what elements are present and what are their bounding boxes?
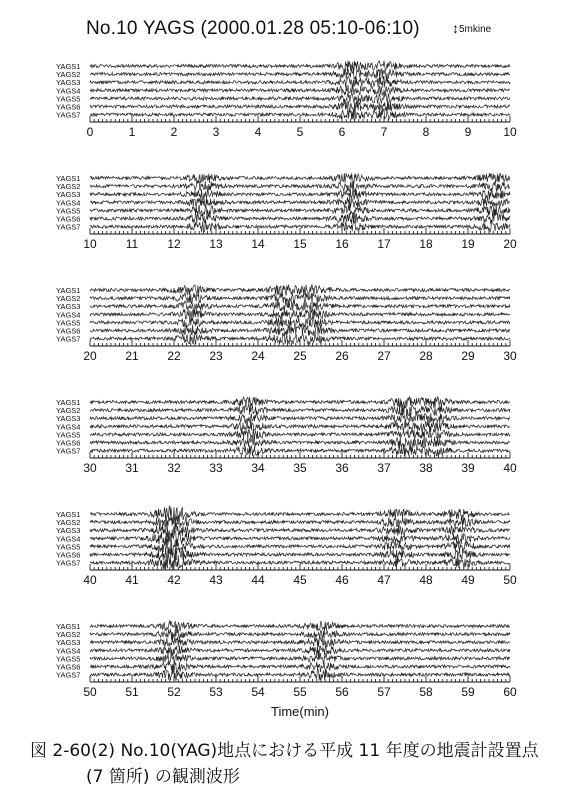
tick-label: 56 xyxy=(335,685,349,699)
tick-label: 17 xyxy=(377,237,391,251)
tick-label: 10 xyxy=(83,237,97,251)
channel-label: YAGS2 xyxy=(56,406,81,416)
x-axis-label: Time(min) xyxy=(270,704,330,719)
tick-label: 30 xyxy=(83,461,97,475)
tick-label: 1 xyxy=(128,125,136,139)
waveform-trace xyxy=(90,325,510,336)
tick-label: 0 xyxy=(86,125,94,139)
waveform-panel xyxy=(56,285,517,363)
tick-label: 14 xyxy=(251,237,265,251)
channel-label: YAGS4 xyxy=(56,198,81,208)
channel-label: YAGS4 xyxy=(56,422,81,432)
tick-label: 6 xyxy=(338,125,346,139)
waveform-trace xyxy=(90,429,510,439)
tick-label: 31 xyxy=(125,461,139,475)
channel-label: YAGS7 xyxy=(56,446,81,456)
waveform-panel xyxy=(56,60,517,139)
channel-label: YAGS5 xyxy=(56,206,81,216)
waveform-trace xyxy=(90,285,510,296)
tick-label: 24 xyxy=(251,349,265,363)
waveform-trace xyxy=(90,637,510,647)
tick-label: 32 xyxy=(167,461,181,475)
tick-label: 27 xyxy=(377,349,391,363)
waveform-panel xyxy=(56,397,517,475)
tick-label: 33 xyxy=(209,461,223,475)
tick-label: 51 xyxy=(125,685,139,699)
tick-label: 12 xyxy=(167,237,181,251)
tick-label: 16 xyxy=(335,237,349,251)
tick-label: 20 xyxy=(503,237,517,251)
channel-label: YAGS1 xyxy=(56,510,81,519)
channel-label: YAGS1 xyxy=(56,398,81,407)
waveform-trace xyxy=(90,173,510,183)
tick-label: 4 xyxy=(254,125,262,139)
waveform-panel xyxy=(56,621,517,699)
waveform-trace xyxy=(90,645,510,655)
tick-label: 52 xyxy=(167,685,181,699)
tick-label: 19 xyxy=(461,237,475,251)
waveform-trace xyxy=(90,317,510,328)
channel-label: YAGS3 xyxy=(56,302,81,312)
waveform-trace xyxy=(90,69,510,80)
waveform-trace xyxy=(90,181,510,192)
tick-label: 11 xyxy=(125,237,139,251)
tick-label: 34 xyxy=(251,461,265,475)
tick-label: 49 xyxy=(461,573,475,587)
channel-label: YAGS3 xyxy=(56,78,81,88)
tick-label: 25 xyxy=(293,349,307,363)
waveform-trace xyxy=(90,506,510,522)
tick-label: 8 xyxy=(422,125,430,139)
tick-label: 50 xyxy=(503,573,517,587)
tick-label: 50 xyxy=(83,685,97,699)
channel-label: YAGS7 xyxy=(56,670,81,680)
channel-label: YAGS2 xyxy=(56,518,81,528)
channel-label: YAGS3 xyxy=(56,414,81,424)
channel-label: YAGS7 xyxy=(56,222,81,232)
tick-label: 44 xyxy=(251,573,265,587)
tick-label: 46 xyxy=(335,573,349,587)
tick-label: 30 xyxy=(503,349,517,363)
channel-label: YAGS2 xyxy=(56,630,81,640)
tick-label: 38 xyxy=(419,461,433,475)
channel-label: YAGS5 xyxy=(56,542,81,552)
tick-label: 10 xyxy=(503,125,517,139)
tick-label: 9 xyxy=(464,125,472,139)
tick-label: 47 xyxy=(377,573,391,587)
channel-label: YAGS2 xyxy=(56,294,81,304)
channel-label: YAGS6 xyxy=(56,550,81,560)
waveform-trace xyxy=(90,397,510,408)
tick-label: 54 xyxy=(251,685,265,699)
caption-line-1: 図 2-60(2) No.10(YAG)地点における平成 11 年度の地震計設置点 xyxy=(30,741,539,761)
tick-label: 23 xyxy=(209,349,223,363)
caption-line-2: (7 箇所) の観測波形 xyxy=(86,767,240,787)
waveform-trace xyxy=(90,653,510,664)
waveform-trace xyxy=(90,662,510,672)
channel-label: YAGS5 xyxy=(56,430,81,440)
channel-label: YAGS3 xyxy=(56,190,81,200)
tick-label: 26 xyxy=(335,349,349,363)
channel-label: YAGS5 xyxy=(56,318,81,328)
channel-label: YAGS6 xyxy=(56,326,81,336)
tick-label: 39 xyxy=(461,461,475,475)
waveform-trace xyxy=(90,413,510,424)
tick-label: 40 xyxy=(83,573,97,587)
tick-label: 48 xyxy=(419,573,433,587)
channel-label: YAGS1 xyxy=(56,622,81,631)
tick-label: 22 xyxy=(167,349,181,363)
channel-label: YAGS6 xyxy=(56,438,81,448)
waveform-trace xyxy=(90,301,510,312)
tick-label: 60 xyxy=(503,685,517,699)
channel-label: YAGS6 xyxy=(56,214,81,224)
tick-label: 45 xyxy=(293,573,307,587)
tick-label: 40 xyxy=(503,461,517,475)
waveform-trace xyxy=(90,309,510,320)
channel-label: YAGS4 xyxy=(56,646,81,656)
waveform-trace xyxy=(90,293,510,304)
channel-label: YAGS1 xyxy=(56,286,81,295)
waveform-trace xyxy=(90,197,510,209)
channel-label: YAGS1 xyxy=(56,174,81,183)
waveform-trace xyxy=(90,189,510,199)
channel-label: YAGS2 xyxy=(56,70,81,80)
waveform-trace xyxy=(90,93,510,104)
waveform-trace xyxy=(90,76,510,87)
tick-label: 53 xyxy=(209,685,223,699)
waveform-trace xyxy=(90,437,510,448)
tick-label: 37 xyxy=(377,461,391,475)
scale-text: 5mkine xyxy=(459,24,492,35)
tick-label: 2 xyxy=(170,125,178,139)
channel-label: YAGS5 xyxy=(56,654,81,664)
tick-label: 13 xyxy=(209,237,223,251)
tick-label: 58 xyxy=(419,685,433,699)
channel-label: YAGS6 xyxy=(56,662,81,672)
waveform-trace xyxy=(90,60,510,71)
waveform-trace xyxy=(90,531,510,546)
tick-label: 57 xyxy=(377,685,391,699)
tick-label: 42 xyxy=(167,573,181,587)
tick-label: 21 xyxy=(125,349,139,363)
waveform-panel xyxy=(56,173,517,251)
channel-label: YAGS4 xyxy=(56,534,81,544)
channel-label: YAGS2 xyxy=(56,182,81,192)
figure-caption xyxy=(30,738,539,790)
page-title: No.10 YAGS (2000.01.28 05:10-06:10) xyxy=(86,18,420,39)
channel-label: YAGS3 xyxy=(56,526,81,536)
waveform-trace xyxy=(90,205,510,216)
tick-label: 36 xyxy=(335,461,349,475)
waveform-panel xyxy=(56,506,517,587)
channel-label: YAGS7 xyxy=(56,110,81,120)
tick-label: 15 xyxy=(293,237,307,251)
tick-label: 59 xyxy=(461,685,475,699)
channel-label: YAGS7 xyxy=(56,334,81,344)
waveform-trace xyxy=(90,629,510,640)
waveform-trace xyxy=(90,101,510,112)
scale-arrow-icon: ↕ xyxy=(452,20,459,36)
waveform-trace xyxy=(90,405,510,416)
channel-label: YAGS4 xyxy=(56,310,81,320)
tick-label: 7 xyxy=(380,125,388,139)
channel-label: YAGS1 xyxy=(56,62,81,71)
tick-label: 28 xyxy=(419,349,433,363)
channel-label: YAGS3 xyxy=(56,638,81,648)
channel-label: YAGS7 xyxy=(56,558,81,568)
tick-label: 41 xyxy=(125,573,139,587)
tick-label: 20 xyxy=(83,349,97,363)
tick-label: 3 xyxy=(212,125,220,139)
waveform-trace xyxy=(90,421,510,432)
waveform-trace xyxy=(90,85,510,96)
tick-label: 29 xyxy=(461,349,475,363)
waveform-trace xyxy=(90,621,510,632)
tick-label: 5 xyxy=(296,125,304,139)
channel-label: YAGS6 xyxy=(56,102,81,112)
tick-label: 55 xyxy=(293,685,307,699)
tick-label: 35 xyxy=(293,461,307,475)
channel-label: YAGS5 xyxy=(56,94,81,104)
channel-label: YAGS4 xyxy=(56,86,81,96)
tick-label: 18 xyxy=(419,237,433,251)
tick-label: 43 xyxy=(209,573,223,587)
waveform-trace xyxy=(90,213,510,224)
